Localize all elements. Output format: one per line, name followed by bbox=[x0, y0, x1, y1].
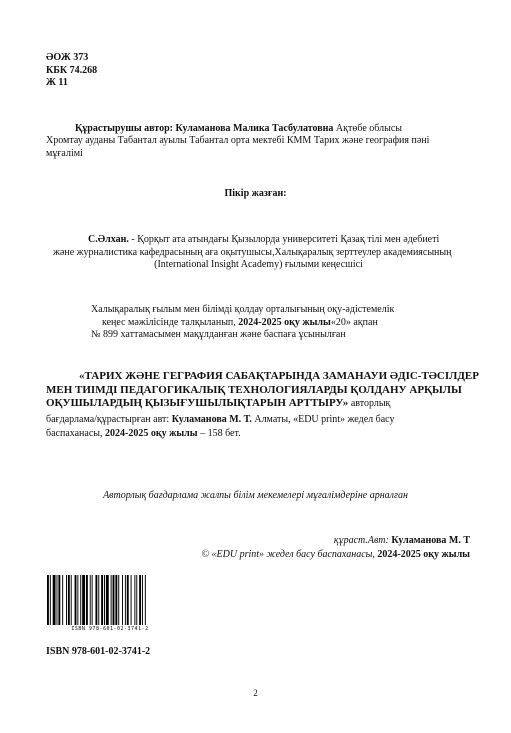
approval-year: 2024-2025 оқу жылы bbox=[238, 316, 331, 328]
title-line3-rest: авторлық bbox=[348, 398, 391, 409]
approval-block bbox=[46, 304, 476, 342]
lbc-code: КБК 74.268 bbox=[46, 64, 98, 76]
copyright-year: 2024-2025 оқу жылы bbox=[377, 548, 470, 560]
compiler-name: Куламанова Малика Тасбулатовна bbox=[175, 123, 334, 134]
reviewer-block bbox=[46, 234, 471, 272]
imprint-pages: – 158 бет. bbox=[197, 427, 241, 439]
compiler-line3: мұғалімі bbox=[46, 147, 83, 159]
isbn-number: ISBN 978-601-02-3741-2 bbox=[46, 646, 151, 657]
udc-code: ӘОЖ 373 bbox=[46, 52, 89, 63]
title-line3: ОҚУШЫЛАРДЫҢ ҚЫЗЫҒУШЫЛЫҚТАРЫН АРТТЫРУ» bbox=[46, 397, 349, 409]
audience-note: Авторлық бағдарлама жалпы білім мекемелері мұғалімдеріне арналған bbox=[103, 490, 408, 501]
barcode-graphic bbox=[46, 575, 174, 625]
approval-line1: Халықаралық ғылым мен білімді қолдау орталығының оқу-әдістемелік bbox=[91, 304, 395, 315]
approval-date: «20» ақпан bbox=[330, 316, 378, 328]
classification-codes bbox=[46, 52, 97, 90]
copyright-block bbox=[140, 535, 470, 561]
author-mark: Ж 11 bbox=[46, 77, 68, 88]
imprint-d: баспаханасы, bbox=[46, 427, 106, 439]
compiler-block bbox=[75, 123, 475, 136]
approval-line3: № 899 хаттамасымен мақұлданған және баспаға ұсынылған bbox=[91, 329, 346, 340]
imprint-a: бағдарлама/құрастырған авт: bbox=[46, 414, 172, 425]
reviewer-line2: және журналистика кафедрасының аға оқытушысы,Халықаралық зерттеулер академиясының bbox=[53, 246, 452, 258]
approval-line2a: кеңес мәжілісінде талқыланып, bbox=[102, 316, 239, 328]
copyright-publisher: © «EDU print» жедел басу баспаханасы, bbox=[201, 548, 378, 560]
copyright-label: құраст.Авт: bbox=[333, 535, 389, 546]
book-imprint bbox=[46, 414, 486, 440]
book-title-block bbox=[46, 370, 486, 411]
title-line1: «ТАРИХ ЖӘНЕ ГЕГРАФИЯ САБАҚТАРЫНДА ЗАМАНАУИ ӘДІС-ТӘСІЛДЕР bbox=[79, 370, 479, 382]
compiler-line2: Хромтау ауданы Табантал ауылы Табантал орта мектебі КММ Тарих және география пәні bbox=[46, 135, 430, 146]
isbn-barcode bbox=[46, 575, 174, 635]
copyright-author: Куламанова М. Т bbox=[388, 535, 470, 546]
title-line2: МЕН ТИІМДІ ПЕДАГОГИКАЛЫҚ ТЕХНОЛОГИЯЛАРДЫ ҚОЛДАНУ АРҚЫЛЫ bbox=[46, 383, 462, 396]
compiler-desc: Ақтөбе облысы bbox=[333, 123, 402, 134]
imprint-c: Алматы, «EDU print» жедел басу bbox=[251, 414, 395, 425]
page-number: 2 bbox=[253, 688, 258, 698]
compiler-label: Құрастырушы автор: bbox=[75, 123, 173, 134]
reviewer-line3: (International Insight Academy) ғылыми кеңесшісі bbox=[154, 259, 363, 270]
reviewer-name: С.Әлхан. bbox=[88, 234, 129, 245]
barcode-digits: ISBN 978-601-02-3741-2 bbox=[71, 626, 149, 632]
reviewer-line1: - Қорқыт ата атындағы Қызылорда университеті Қазақ тілі мен әдебиеті bbox=[128, 234, 440, 245]
reviewer-heading: Пікір жазған: bbox=[224, 188, 287, 199]
imprint-year: 2024-2025 оқу жылы bbox=[105, 427, 198, 439]
compiler-desc-cont bbox=[46, 135, 476, 160]
imprint-author: Куламанова М. Т. bbox=[171, 414, 252, 425]
